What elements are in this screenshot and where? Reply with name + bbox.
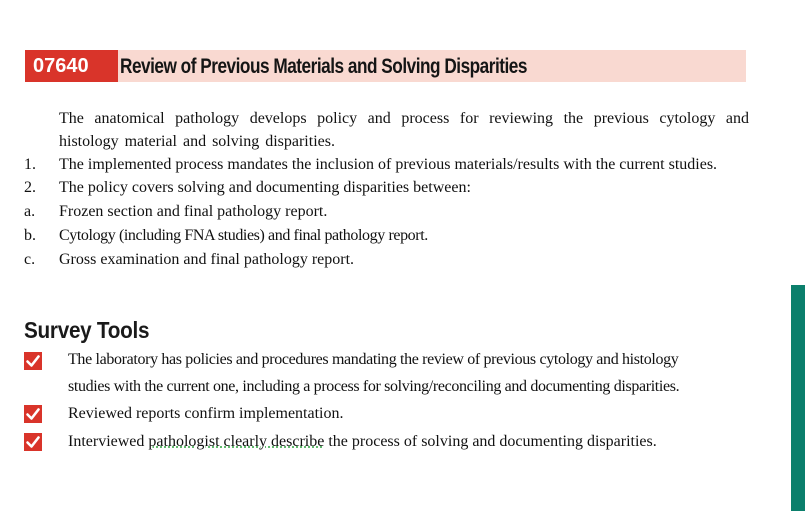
list-text: The implemented process mandates the inclusion of previous materials/results with the current studies. bbox=[59, 156, 718, 173]
survey-item-text: Reviewed reports confirm implementation. bbox=[68, 405, 344, 422]
survey-item-text: studies with the current one, including a process for solving/reconciling and documenting disparities. bbox=[68, 378, 680, 395]
checkbox-checked-icon bbox=[24, 405, 42, 423]
list-text: Cytology (including FNA studies) and final pathology report. bbox=[59, 227, 428, 244]
intro-paragraph: The anatomical pathology develops policy and process for reviewing the previous cytology and histology material and solving disparities. bbox=[59, 110, 749, 150]
checkbox-checked-icon bbox=[24, 352, 42, 370]
list-marker: 2. bbox=[24, 179, 36, 196]
checkbox-checked-icon bbox=[24, 433, 42, 451]
survey-item-text: The laboratory has policies and procedures mandating the review of previous cytology and histology bbox=[68, 351, 679, 368]
side-tab bbox=[791, 285, 805, 511]
survey-item-text-start: Interviewed bbox=[68, 433, 149, 450]
list-text: Gross examination and final pathology report. bbox=[59, 251, 355, 268]
standard-title: Review of Previous Materials and Solving Disparities bbox=[120, 55, 527, 78]
survey-item-text bbox=[68, 430, 657, 453]
standard-code: 07640 bbox=[25, 50, 118, 82]
list-marker: c. bbox=[24, 251, 36, 268]
list-marker: b. bbox=[24, 227, 36, 244]
list-marker: 1. bbox=[24, 156, 36, 173]
survey-item-text-end: the process of solving and documenting disparities. bbox=[324, 433, 657, 450]
list-text: The policy covers solving and documenting disparities between: bbox=[59, 179, 471, 196]
survey-tools-heading: Survey Tools bbox=[24, 317, 150, 343]
standard-header bbox=[25, 50, 746, 82]
list-text: Frozen section and final pathology report. bbox=[59, 203, 328, 220]
list-marker: a. bbox=[24, 203, 36, 220]
grammar-underlined-phrase: pathologist clearly describe bbox=[148, 433, 325, 450]
